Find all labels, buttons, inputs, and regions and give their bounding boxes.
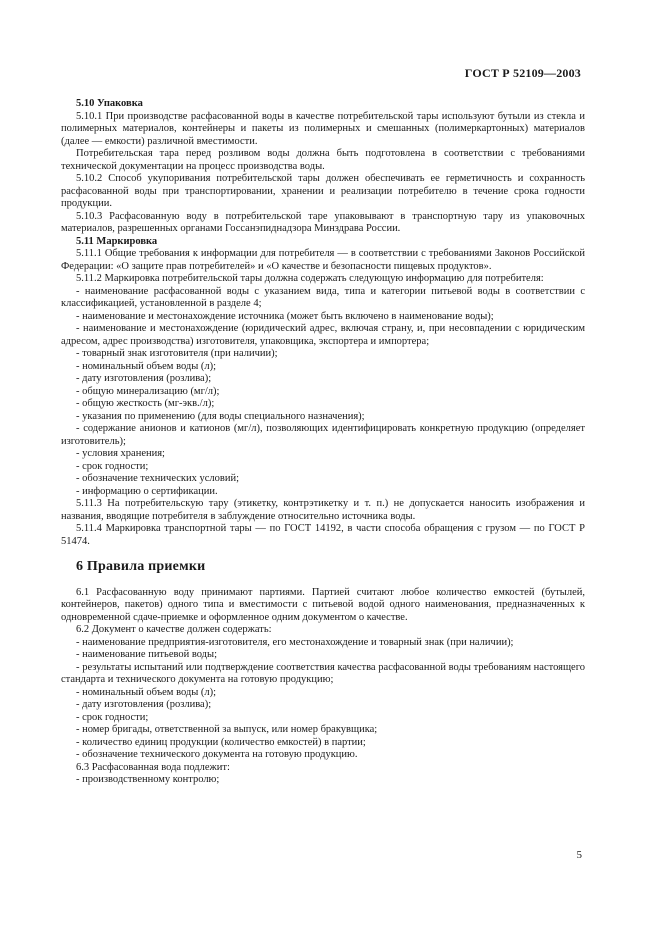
list-item: - обозначение технического документа на готовую продукцию. xyxy=(76,749,358,760)
paragraph: 5.11.2 Маркировка потребительской тары должна содержать следующую информацию для потребителя: xyxy=(76,273,544,284)
list-item: - указания по применению (для воды специального назначения); xyxy=(76,410,365,422)
paragraph: 5.10.3 Расфасованную воду в потребительской таре упаковывают в транспортную тару из упаковочных материалов, разрешенных органами Госсанэпиднадзора Минздрава России. xyxy=(61,210,585,234)
list-item: - номинальный объем воды (л); xyxy=(76,360,217,372)
list-item: - срок годности; xyxy=(76,460,149,472)
page-number: 5 xyxy=(576,849,582,861)
list-item: - общую минерализацию (мг/л); xyxy=(76,385,220,397)
list-item: - наименование и местонахождение источника (может быть включено в наименование воды); xyxy=(76,310,494,322)
section-5-11-title: 5.11 Маркировка xyxy=(76,235,158,247)
list-item: - номинальный объем воды (л); xyxy=(76,686,217,698)
section-5-10-title: 5.10 Упаковка xyxy=(76,98,143,109)
list-item: - результаты испытаний или подтверждение соответствия качества расфасованной воды требованиям настоящего стандарта и технического документа на готовую продукцию; xyxy=(61,661,585,685)
paragraph: 6.2 Документ о качестве должен содержать: xyxy=(76,624,272,635)
list-item: - наименование питьевой воды; xyxy=(76,649,218,660)
list-item: - дату изготовления (розлива); xyxy=(76,699,212,710)
list-item: - общую жесткость (мг-экв./л); xyxy=(76,398,215,409)
list-item: - товарный знак изготовителя (при наличии); xyxy=(76,348,278,359)
list-item: - обозначение технических условий; xyxy=(76,473,240,484)
list-item: - условия хранения; xyxy=(76,448,165,459)
document-body xyxy=(61,98,585,787)
paragraph: 5.10.2 Способ укупоривания потребительской тары должен обеспечивать ее герметичность и сохранность расфасованной воды при транспортировании, хранении и реализации потребителю в течение срока годности продукции. xyxy=(61,173,585,209)
list-item: - срок годности; xyxy=(76,711,149,723)
paragraph: Потребительская тара перед розливом воды должна быть подготовлена в соответствии с требованиями технической документации на процесс производства воды. xyxy=(61,148,585,172)
list-item: - информацию о сертификации. xyxy=(76,485,218,497)
list-item: - наименование расфасованной воды с указанием вида, типа и категории питьевой воды в соответствии с классификацией, установленной в разделе 4; xyxy=(61,285,585,309)
paragraph: 5.11.1 Общие требования к информации для потребителя — в соответствии с требованиями Законов Российской Федерации: «О защите прав потребителей» и «О качестве и безопасности пищевых продуктов». xyxy=(61,248,585,272)
paragraph: 6.1 Расфасованную воду принимают партиями. Партией считают любое количество емкостей (бутылей, контейнеров, пакетов) одного типа и вместимости с питьевой водой одного наименования, предназначенных к одновременной сдаче-приемке и оформленное одним документом о качестве. xyxy=(61,586,585,623)
list-item: - дату изготовления (розлива); xyxy=(76,373,212,384)
paragraph: 6.3 Расфасованная вода подлежит: xyxy=(76,761,230,773)
list-item: - содержание анионов и катионов (мг/л), позволяющих идентифицировать конкретную продукцию (определяет изготовитель); xyxy=(61,423,585,447)
list-item: - наименование предприятия-изготовителя, его местонахождение и товарный знак (при наличии); xyxy=(76,636,514,648)
document-header: ГОСТ Р 52109—2003 xyxy=(464,66,581,80)
paragraph: 5.11.3 На потребительскую тару (этикетку, контрэтикетку и т. п.) не допускается наносить изображения и названия, вводящие потребителя в заблуждение относительно источника воды. xyxy=(61,498,585,522)
section-6-title: 6 Правила приемки xyxy=(76,559,206,574)
list-item: - количество единиц продукции (количество емкостей) в партии; xyxy=(76,736,366,748)
list-item: - номер бригады, ответственной за выпуск, или номер бракувщика; xyxy=(76,724,378,735)
paragraph: 5.11.4 Маркировка транспортной тары — по ГОСТ 14192, в части способа обращения с грузом — по ГОСТ Р 51474. xyxy=(61,523,585,547)
list-item: - наименование и местонахождение (юридический адрес, включая страну, и, при несовпадении с юридическим адресом, адрес производства) изготовителя, упаковщика, экспортера и импортера; xyxy=(61,323,585,347)
list-item: - производственному контролю; xyxy=(76,774,220,785)
paragraph: 5.10.1 При производстве расфасованной воды в качестве потребительской тары используют бутыли из стекла и полимерных материалов, контейнеры и пакеты из полимерных и смешанных (полимеркартонных) материалов (далее — емкости) различной вместимости. xyxy=(61,110,585,147)
